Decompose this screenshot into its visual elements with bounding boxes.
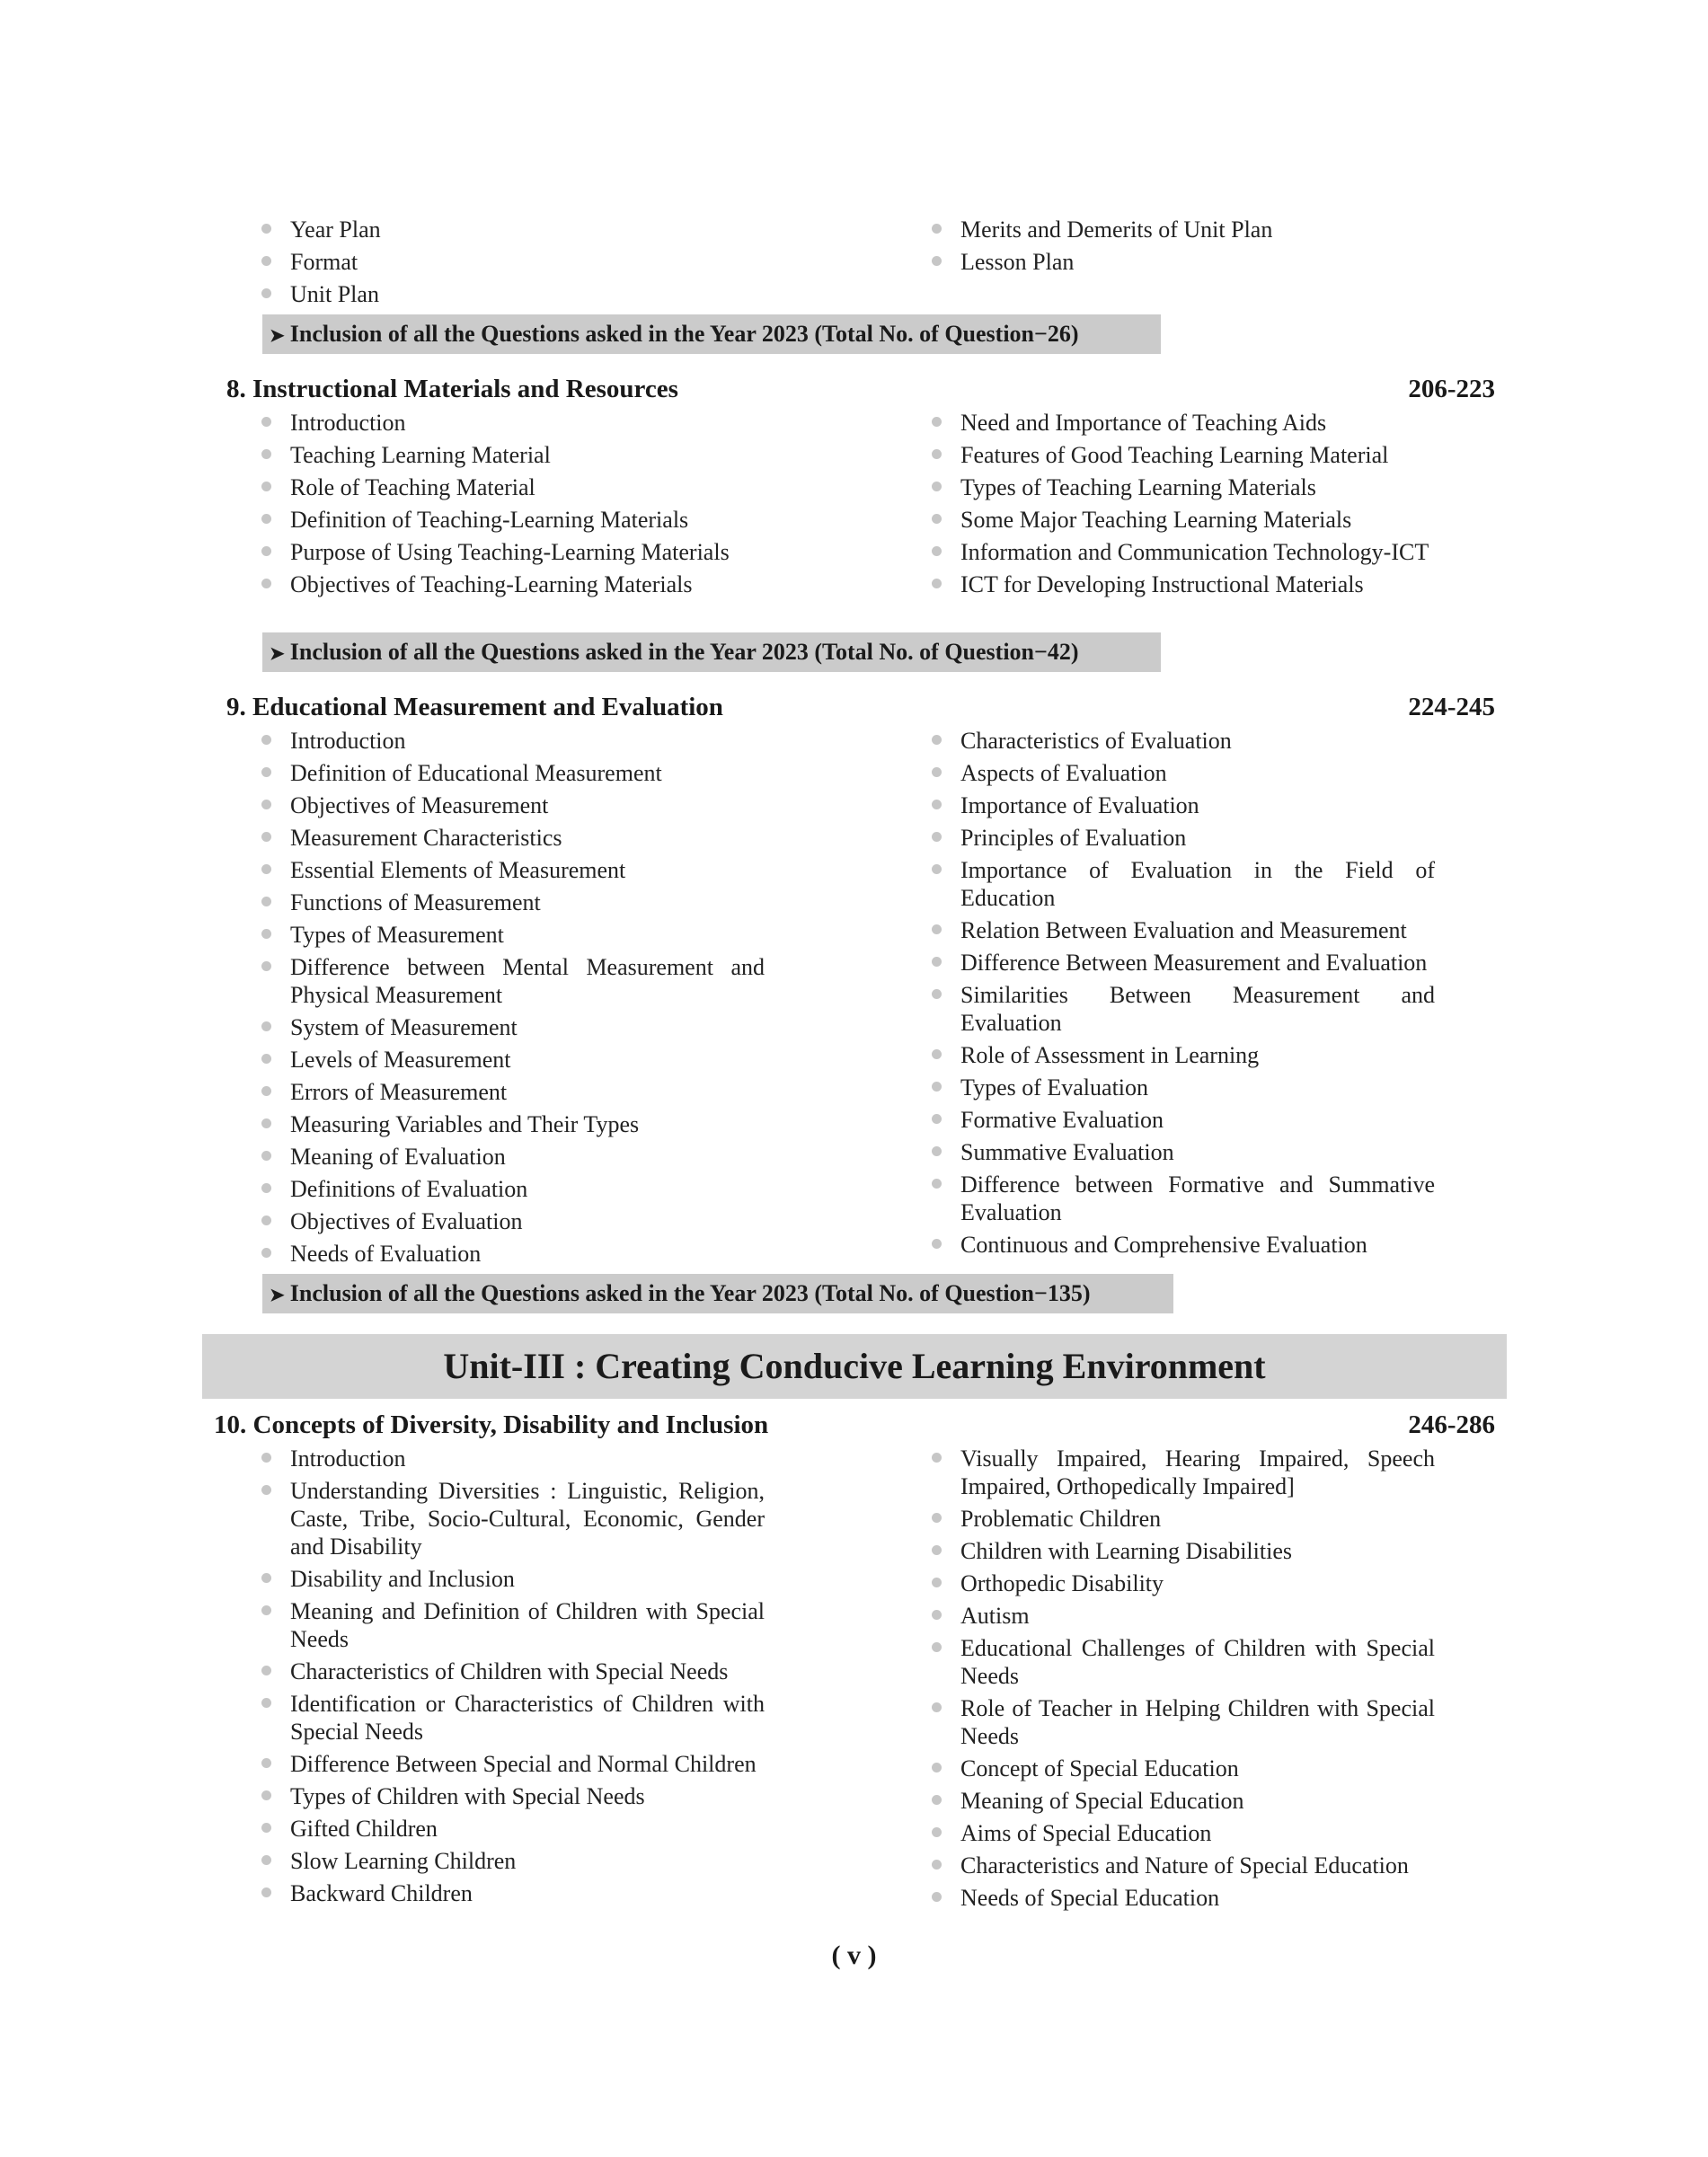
list-item: Aims of Special Education <box>932 1819 1435 1847</box>
list-item: Concept of Special Education <box>932 1755 1435 1782</box>
list-item: Importance of Evaluation in the Field of Education <box>932 856 1435 912</box>
list-item: Educational Challenges of Children with Special Needs <box>932 1634 1435 1690</box>
list-item: Some Major Teaching Learning Materials <box>932 506 1435 534</box>
chapter-pages: 206-223 <box>1408 375 1495 403</box>
list-item: Errors of Measurement <box>261 1078 765 1106</box>
list-item: Identification or Characteristics of Children with Special Needs <box>261 1690 765 1746</box>
list-item: Role of Teacher in Helping Children with Special Needs <box>932 1694 1435 1750</box>
list-item: Slow Learning Children <box>261 1847 765 1875</box>
list-item: Objectives of Teaching-Learning Materials <box>261 570 765 598</box>
chapter-title: 10. Concepts of Diversity, Disability and Inclusion <box>214 1410 769 1439</box>
list-item: Characteristics of Children with Special Needs <box>261 1658 765 1685</box>
section10-lists <box>261 1445 1435 1916</box>
list-item: Relation Between Evaluation and Measurement <box>932 916 1435 944</box>
arrowhead-icon: ➤ <box>270 644 285 664</box>
list-item: Formative Evaluation <box>932 1106 1435 1134</box>
list-item: Purpose of Using Teaching-Learning Materials <box>261 538 765 566</box>
list-item: Importance of Evaluation <box>932 791 1435 819</box>
list-item: Disability and Inclusion <box>261 1565 765 1593</box>
list-item: Introduction <box>261 727 765 755</box>
section8-lists <box>261 409 1435 603</box>
list-item: Meaning of Evaluation <box>261 1143 765 1171</box>
list-item: Gifted Children <box>261 1815 765 1843</box>
list-item: Role of Teaching Material <box>261 473 765 501</box>
list-item: Merits and Demerits of Unit Plan <box>932 216 1435 243</box>
list-item: Introduction <box>261 409 765 437</box>
list-item: Visually Impaired, Hearing Impaired, Speech Impaired, Orthopedically Impaired] <box>932 1445 1435 1500</box>
list-item: Difference Between Special and Normal Children <box>261 1750 765 1778</box>
list-item: Objectives of Measurement <box>261 791 765 819</box>
list-item: Similarities Between Measurement and Evaluation <box>932 981 1435 1037</box>
arrowhead-icon: ➤ <box>270 1286 285 1305</box>
list-item: Children with Learning Disabilities <box>932 1537 1435 1565</box>
chapter-title: 8. Instructional Materials and Resources <box>226 375 678 403</box>
list-item: Year Plan <box>261 216 765 243</box>
list-item: Features of Good Teaching Learning Material <box>932 441 1435 469</box>
list-item: Definition of Teaching-Learning Materials <box>261 506 765 534</box>
chapter-heading <box>214 1410 1495 1440</box>
list-item: Format <box>261 248 765 276</box>
list-item: Aspects of Evaluation <box>932 759 1435 787</box>
arrowhead-icon: ➤ <box>270 326 285 346</box>
list-item: Essential Elements of Measurement <box>261 856 765 884</box>
questions-banner <box>262 1274 1173 1313</box>
list-item: Unit Plan <box>261 280 765 308</box>
section9-right-list <box>932 727 1435 1272</box>
list-item: Types of Teaching Learning Materials <box>932 473 1435 501</box>
section10-right-list <box>932 1445 1435 1916</box>
chapter-pages: 246-286 <box>1408 1410 1495 1439</box>
list-item: Needs of Evaluation <box>261 1240 765 1268</box>
list-item: Functions of Measurement <box>261 888 765 916</box>
list-item: Need and Importance of Teaching Aids <box>932 409 1435 437</box>
chapter-pages: 224-245 <box>1408 693 1495 721</box>
section7-lists <box>261 216 1435 313</box>
list-item: ICT for Developing Instructional Materials <box>932 570 1435 598</box>
list-item: Backward Children <box>261 1879 765 1907</box>
banner-text: Inclusion of all the Questions asked in the Year 2023 (Total No. of Question−42) <box>289 639 1079 665</box>
list-item: Understanding Diversities : Linguistic, Religion, Caste, Tribe, Socio-Cultural, Economic, Gender and Disability <box>261 1477 765 1560</box>
list-item: Lesson Plan <box>932 248 1435 276</box>
chapter-title: 9. Educational Measurement and Evaluation <box>226 693 723 721</box>
list-item: Meaning and Definition of Children with Special Needs <box>261 1597 765 1653</box>
list-item: Summative Evaluation <box>932 1138 1435 1166</box>
list-item: System of Measurement <box>261 1013 765 1041</box>
list-item: Difference between Mental Measurement and Physical Measurement <box>261 953 765 1009</box>
unit-heading: Unit-III : Creating Conducive Learning Environment <box>202 1334 1507 1399</box>
section9-lists <box>261 727 1435 1272</box>
list-item: Autism <box>932 1602 1435 1630</box>
list-item: Principles of Evaluation <box>932 824 1435 852</box>
list-item: Meaning of Special Education <box>932 1787 1435 1815</box>
chapter-heading <box>226 693 1495 722</box>
list-item: Difference Between Measurement and Evaluation <box>932 949 1435 977</box>
banner-text: Inclusion of all the Questions asked in the Year 2023 (Total No. of Question−135) <box>289 1280 1091 1306</box>
list-item: Characteristics of Evaluation <box>932 727 1435 755</box>
banner-text: Inclusion of all the Questions asked in the Year 2023 (Total No. of Question−26) <box>289 321 1079 347</box>
list-item: Types of Evaluation <box>932 1074 1435 1101</box>
list-item: Needs of Special Education <box>932 1884 1435 1912</box>
section8-right-list <box>932 409 1435 603</box>
section10-left-list <box>261 1445 765 1916</box>
questions-banner <box>262 314 1161 354</box>
list-item: Teaching Learning Material <box>261 441 765 469</box>
list-item: Characteristics and Nature of Special Education <box>932 1852 1435 1879</box>
list-item: Measurement Characteristics <box>261 824 765 852</box>
list-item: Types of Measurement <box>261 921 765 949</box>
list-item: Information and Communication Technology-ICT <box>932 538 1435 566</box>
section7-left-list <box>261 216 765 313</box>
list-item: Continuous and Comprehensive Evaluation <box>932 1231 1435 1259</box>
list-item: Role of Assessment in Learning <box>932 1041 1435 1069</box>
list-item: Orthopedic Disability <box>932 1569 1435 1597</box>
list-item: Difference between Formative and Summative Evaluation <box>932 1171 1435 1226</box>
section8-left-list <box>261 409 765 603</box>
chapter-heading <box>226 375 1495 404</box>
list-item: Measuring Variables and Their Types <box>261 1110 765 1138</box>
list-item: Definition of Educational Measurement <box>261 759 765 787</box>
list-item: Types of Children with Special Needs <box>261 1782 765 1810</box>
list-item: Problematic Children <box>932 1505 1435 1533</box>
page-number: ( v ) <box>831 1940 877 1970</box>
list-item: Levels of Measurement <box>261 1046 765 1074</box>
section7-right-list <box>932 216 1435 313</box>
questions-banner <box>262 632 1161 672</box>
section9-left-list <box>261 727 765 1272</box>
list-item: Objectives of Evaluation <box>261 1207 765 1235</box>
list-item: Introduction <box>261 1445 765 1472</box>
list-item: Definitions of Evaluation <box>261 1175 765 1203</box>
